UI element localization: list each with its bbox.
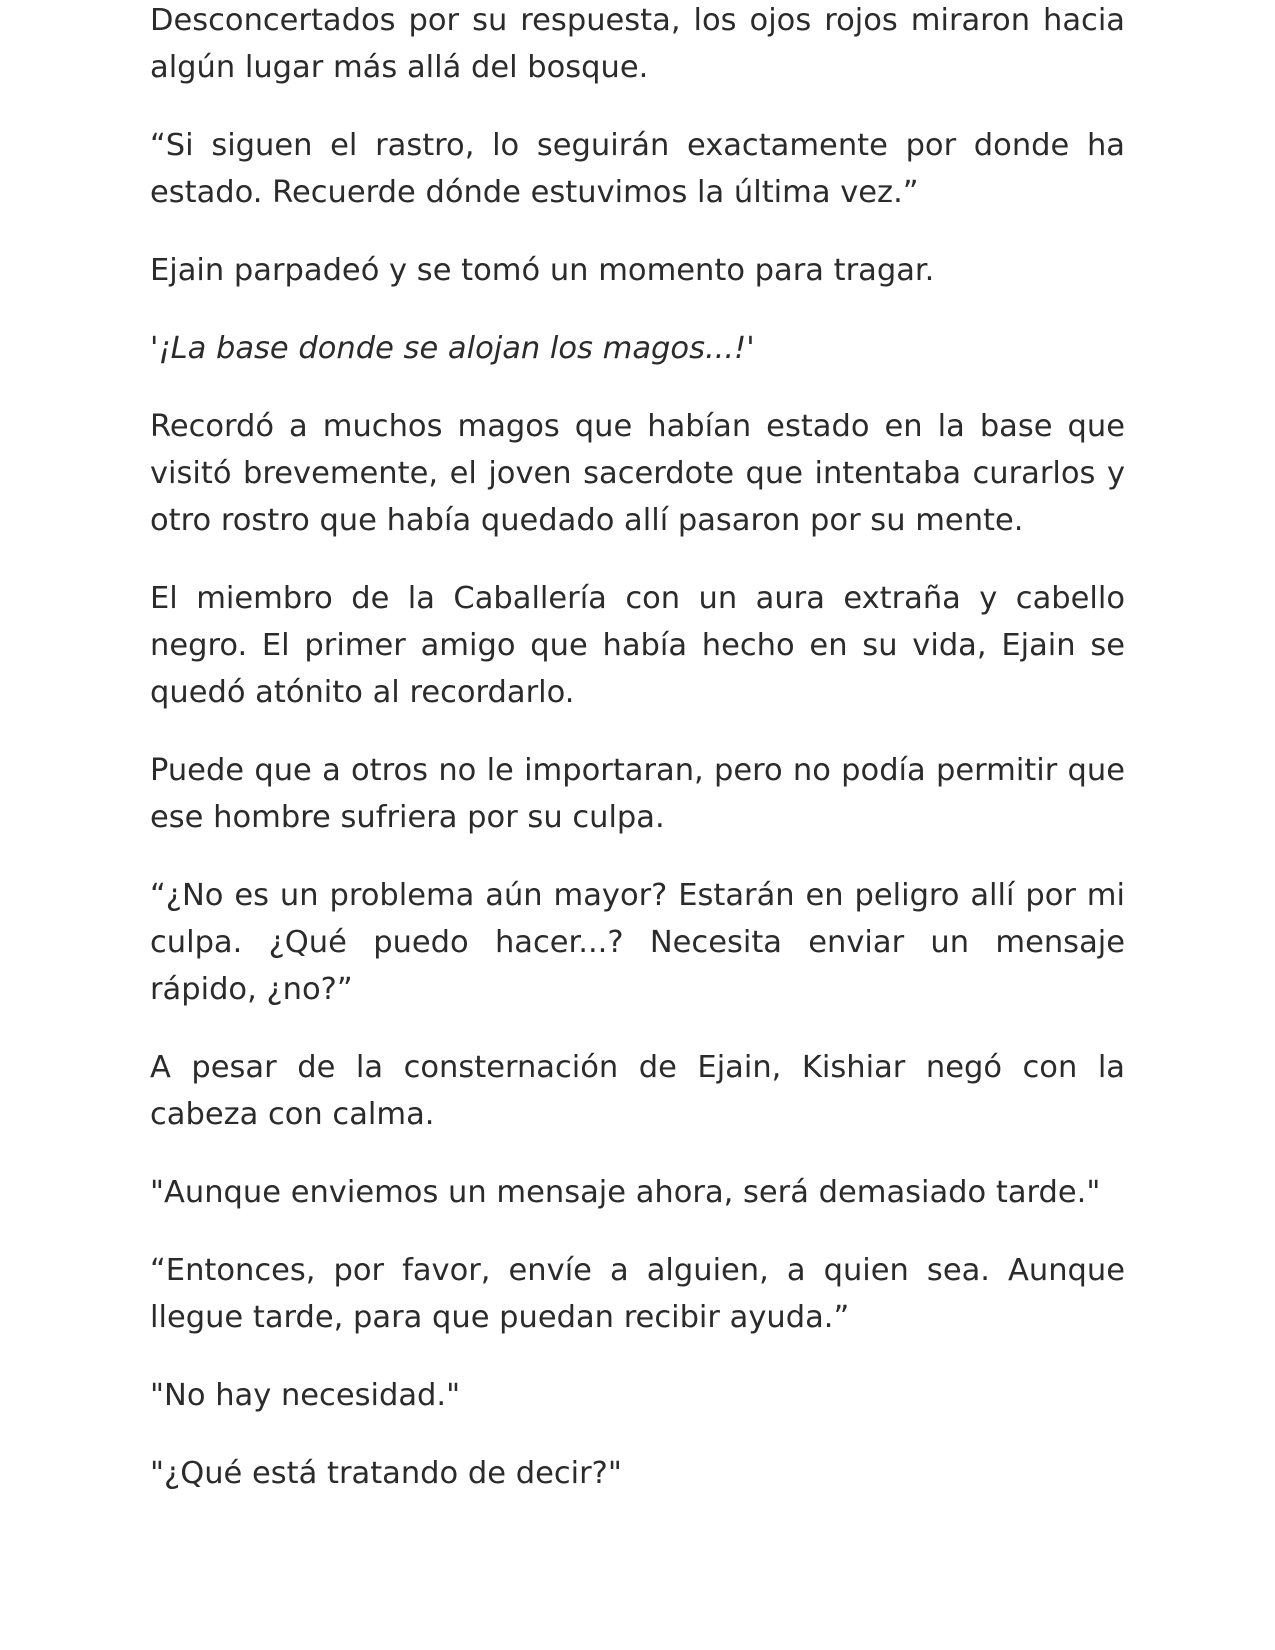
paragraph-10: "Aunque enviemos un mensaje ahora, será demasiado tarde." <box>150 1175 1101 1210</box>
document-page <box>150 0 1125 1528</box>
paragraph-3: Ejain parpadeó y se tomó un momento para tragar. <box>150 253 935 288</box>
paragraph-13: "¿Qué está tratando de decir?" <box>150 1456 622 1491</box>
paragraph-9: A pesar de la consternación de Ejain, Kishiar negó con la cabeza con calma. <box>150 1050 1125 1132</box>
paragraph-2: “Si siguen el rastro, lo seguirán exactamente por donde ha estado. Recuerde dónde estuvimos la última vez.” <box>150 128 1125 210</box>
paragraph-4-italic-thought: '¡La base donde se alojan los magos...!' <box>150 331 755 366</box>
paragraph-12: "No hay necesidad." <box>150 1378 461 1413</box>
paragraph-1: Desconcertados por su respuesta, los ojos rojos miraron hacia algún lugar más allá del bosque. <box>150 3 1125 85</box>
paragraph-7: Puede que a otros no le importaran, pero no podía permitir que ese hombre sufriera por su culpa. <box>150 753 1125 835</box>
paragraph-6: El miembro de la Caballería con un aura extraña y cabello negro. El primer amigo que había hecho en su vida, Ejain se quedó atónito al recordarlo. <box>150 581 1125 710</box>
paragraph-8: “¿No es un problema aún mayor? Estarán en peligro allí por mi culpa. ¿Qué puedo hacer...? Necesita enviar un mensaje rápido, ¿no?” <box>150 878 1125 1007</box>
paragraph-11: “Entonces, por favor, envíe a alguien, a quien sea. Aunque llegue tarde, para que puedan recibir ayuda.” <box>150 1253 1125 1335</box>
paragraph-5: Recordó a muchos magos que habían estado en la base que visitó brevemente, el joven sacerdote que intentaba curarlos y otro rostro que había quedado allí pasaron por su mente. <box>150 409 1125 538</box>
